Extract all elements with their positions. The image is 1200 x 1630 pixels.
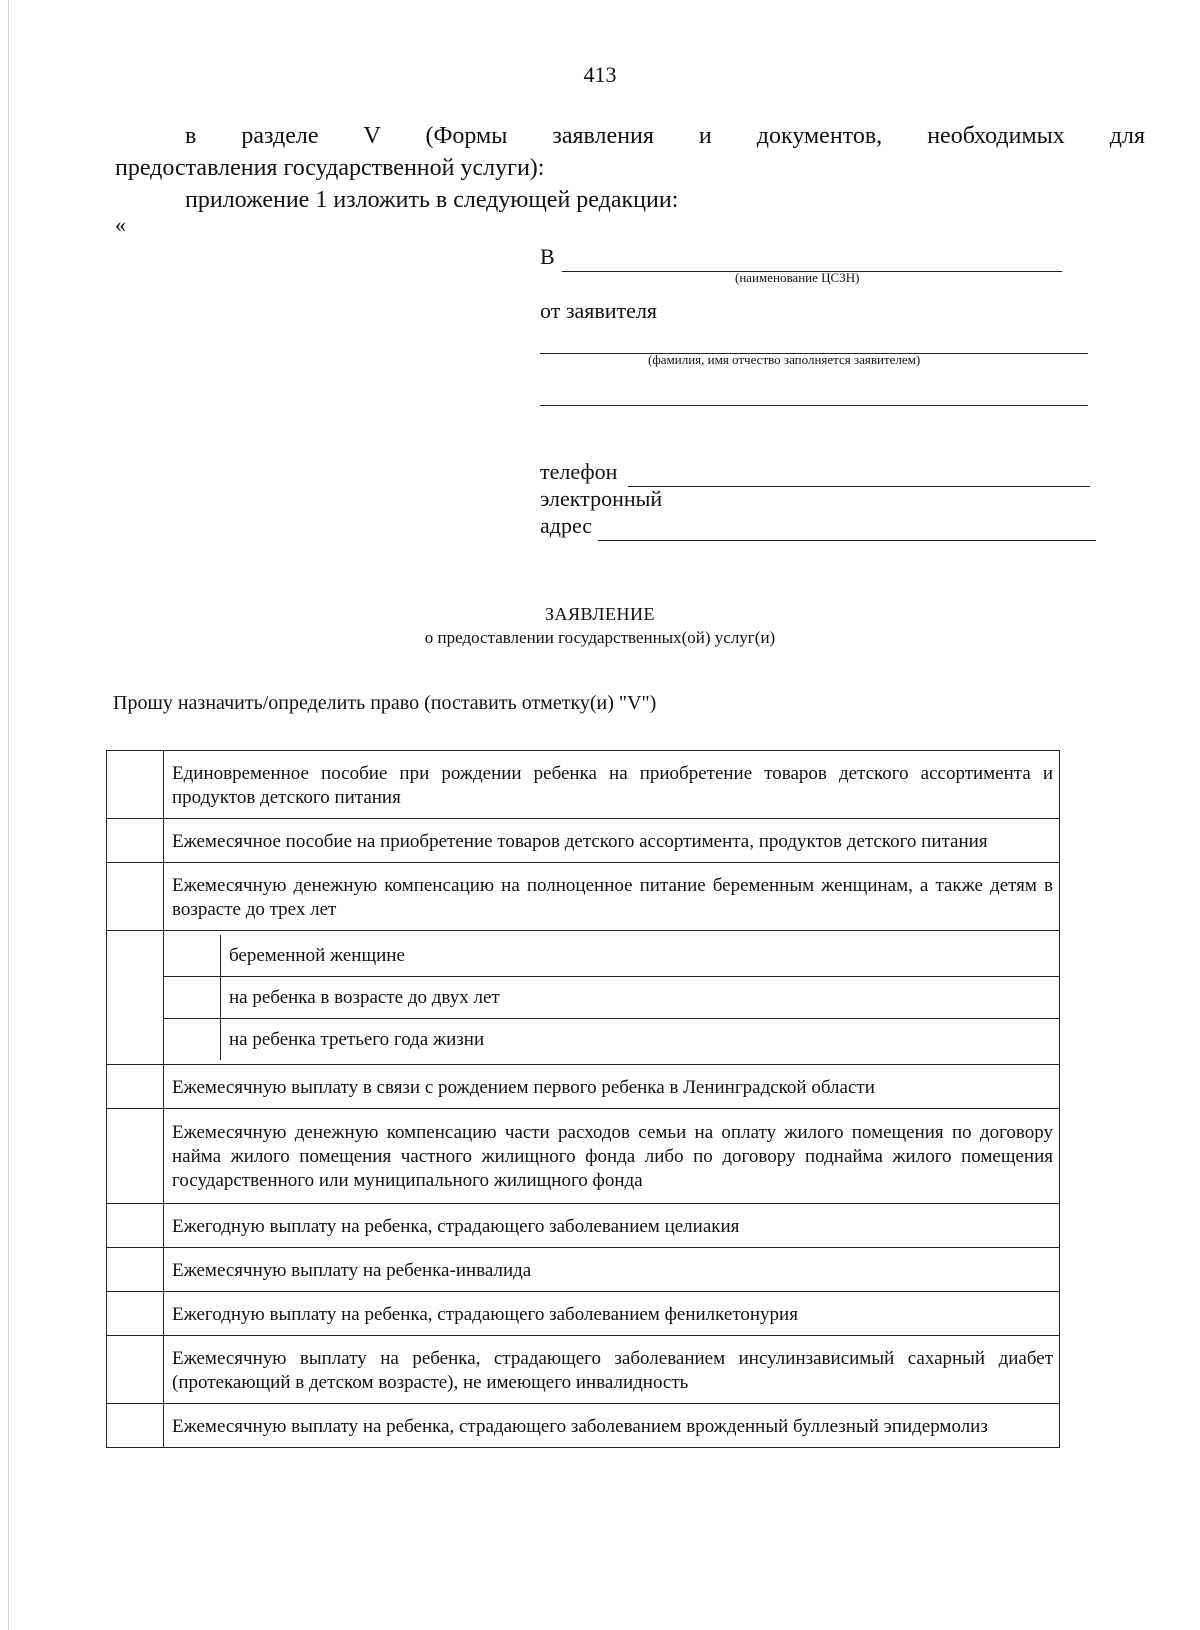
email-field[interactable] xyxy=(598,540,1096,541)
service-row xyxy=(107,863,1060,931)
service-checkbox[interactable] xyxy=(107,751,164,819)
service-label: Единовременное пособие при рождении ребенка на приобретение товаров детского ассортимента и продуктов детского питания xyxy=(164,751,1060,819)
service-checkbox[interactable] xyxy=(107,1336,164,1404)
request-text: Прошу назначить/определить право (поставить отметку(и) "V") xyxy=(113,692,657,714)
to-label: В xyxy=(540,244,555,269)
service-label: Ежемесячное пособие на приобретение товаров детского ассортимента, продуктов детского питания xyxy=(164,819,1060,863)
service-label: Ежегодную выплату на ребенка, страдающего заболеванием целиакия xyxy=(164,1204,1060,1248)
phone-label: телефон xyxy=(540,459,618,484)
service-subgroup-row xyxy=(107,931,1060,1065)
service-label: Ежегодную выплату на ребенка, страдающего заболеванием фенилкетонурия xyxy=(164,1292,1060,1336)
service-checkbox[interactable] xyxy=(107,1109,164,1204)
service-row xyxy=(107,1292,1060,1336)
service-row xyxy=(107,1204,1060,1248)
subservice-row xyxy=(164,935,1059,977)
service-checkbox[interactable] xyxy=(107,819,164,863)
email-label-line1: электронный xyxy=(540,486,663,511)
intro-line-1: в разделе V (Формы заявления и документов, необходимых для xyxy=(185,123,1145,149)
service-label: Ежемесячную денежную компенсацию на полноценное питание беременным женщинам, а также детям в возрасте до трех лет xyxy=(164,863,1060,931)
subgroup-table xyxy=(164,935,1059,1060)
services-table xyxy=(106,750,1060,1448)
subservice-row xyxy=(164,977,1059,1019)
service-checkbox[interactable] xyxy=(107,863,164,931)
intro-line-3: приложение 1 изложить в следующей редакции: xyxy=(185,187,679,213)
service-row xyxy=(107,1248,1060,1292)
statement-title: ЗАЯВЛЕНИЕ xyxy=(544,604,656,624)
scan-edge-line xyxy=(8,0,9,1630)
service-row xyxy=(107,1109,1060,1204)
opening-quote: « xyxy=(115,212,126,237)
service-row xyxy=(107,1336,1060,1404)
to-hint: (наименование ЦСЗН) xyxy=(735,270,860,285)
from-label: от заявителя xyxy=(540,298,658,323)
service-label: Ежемесячную денежную компенсацию части расходов семьи на оплату жилого помещения по договору найма жилого помещения частного жилищного фонда либо по договору поднайма жилого помещения государственного или муниципального жилищного фонда xyxy=(164,1109,1060,1204)
subservice-label: на ребенка в возрасте до двух лет xyxy=(221,977,1060,1019)
service-row xyxy=(107,751,1060,819)
service-checkbox[interactable] xyxy=(107,1248,164,1292)
subservice-label: беременной женщине xyxy=(221,935,1060,977)
subservice-label: на ребенка третьего года жизни xyxy=(221,1019,1060,1061)
subservice-checkbox[interactable] xyxy=(164,935,221,977)
service-checkbox[interactable] xyxy=(107,1404,164,1448)
subgroup-spacer xyxy=(107,931,164,1065)
page-number: 413 xyxy=(583,62,617,87)
service-label: Ежемесячную выплату в связи с рождением первого ребенка в Ленинградской области xyxy=(164,1065,1060,1109)
service-row xyxy=(107,1065,1060,1109)
applicant-name-field-2[interactable] xyxy=(540,405,1088,406)
service-label: Ежемесячную выплату на ребенка, страдающего заболеванием инсулинзависимый сахарный диабет (протекающий в детском возрасте), не имеющего инвалидность xyxy=(164,1336,1060,1404)
subservice-checkbox[interactable] xyxy=(164,977,221,1019)
service-checkbox[interactable] xyxy=(107,1204,164,1248)
statement-subtitle: о предоставлении государственных(ой) услуг(и) xyxy=(424,628,776,647)
service-row xyxy=(107,1404,1060,1448)
service-checkbox[interactable] xyxy=(107,1065,164,1109)
service-label: Ежемесячную выплату на ребенка-инвалида xyxy=(164,1248,1060,1292)
intro-line-2: предоставления государственной услуги): xyxy=(115,155,545,181)
subservice-row xyxy=(164,1019,1059,1061)
subgroup-cell xyxy=(164,931,1060,1065)
applicant-name-hint: (фамилия, имя отчество заполняется заявителем) xyxy=(648,352,921,367)
phone-field[interactable] xyxy=(628,486,1090,487)
subservice-checkbox[interactable] xyxy=(164,1019,221,1061)
service-checkbox[interactable] xyxy=(107,1292,164,1336)
service-row xyxy=(107,819,1060,863)
service-label: Ежемесячную выплату на ребенка, страдающего заболеванием врожденный буллезный эпидермолиз xyxy=(164,1404,1060,1448)
email-label-line2: адрес xyxy=(540,513,593,538)
